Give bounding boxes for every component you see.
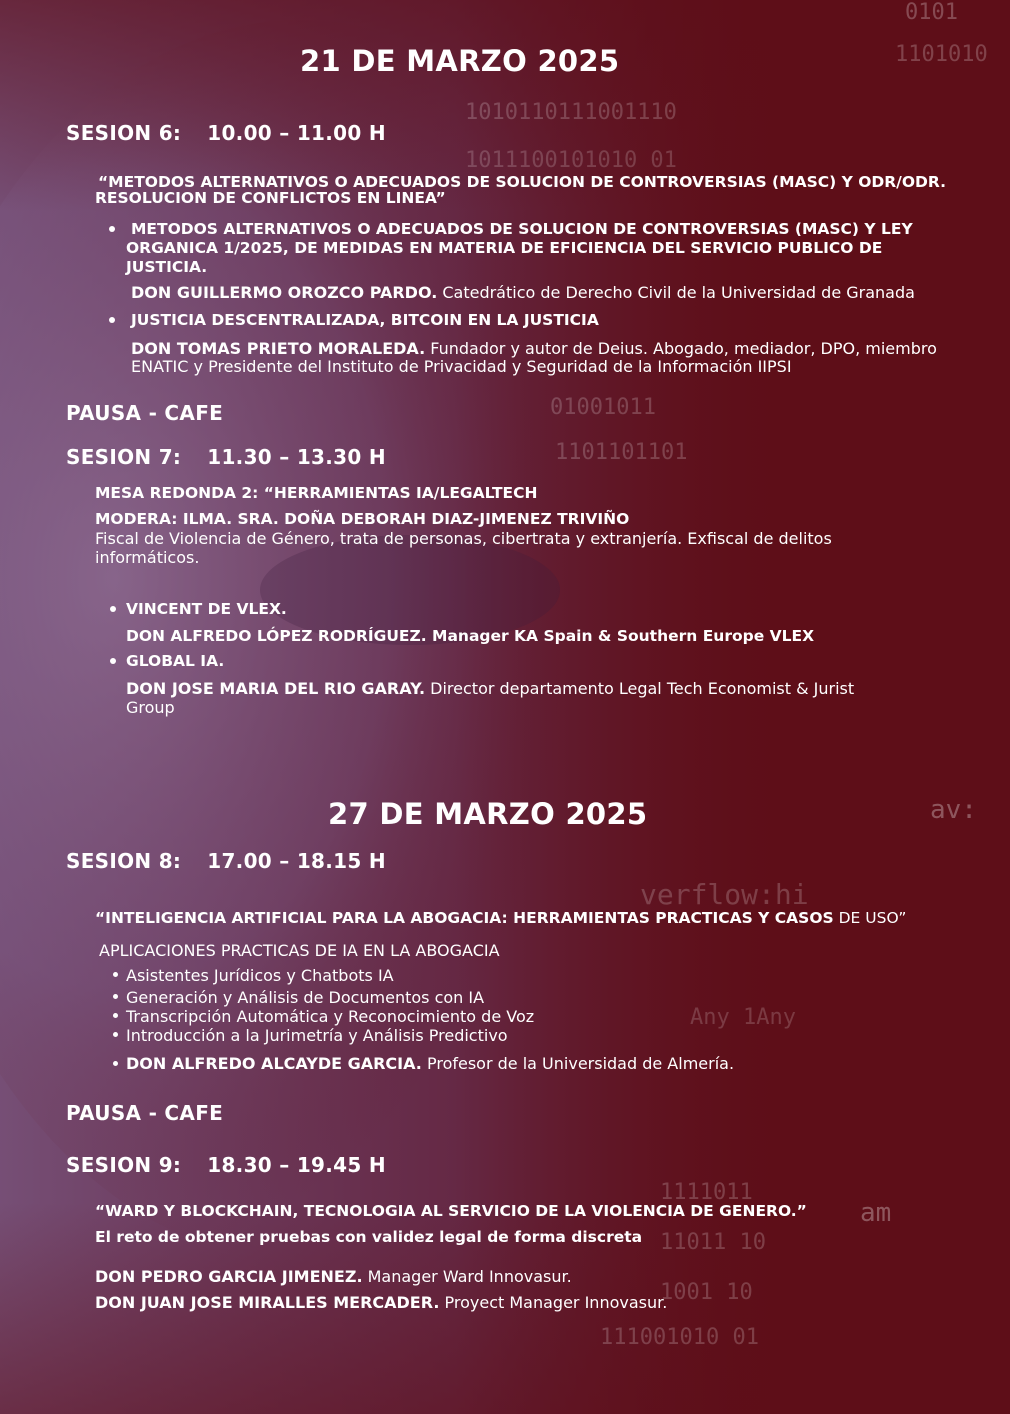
bullet-icon bbox=[113, 1013, 118, 1018]
session7-item2-speaker-role: Director departamento Legal Tech Economist & Jurist bbox=[425, 679, 855, 698]
session9-speaker1 bbox=[95, 1267, 572, 1286]
session7-item1-speaker: DON ALFREDO LÓPEZ RODRÍGUEZ. Manager KA Spain & Southern Europe VLEX bbox=[126, 627, 815, 645]
bullet-icon bbox=[113, 1061, 118, 1066]
session9-speaker2-name: DON JUAN JOSE MIRALLES MERCADER. bbox=[95, 1293, 440, 1312]
day2-date: 27 DE MARZO 2025 bbox=[328, 797, 648, 831]
pause-cafe-2: PAUSA - CAFE bbox=[66, 1101, 224, 1125]
session8-app-4: Introducción a la Jurimetría y Análisis Predictivo bbox=[126, 1026, 508, 1045]
bullet-icon bbox=[109, 317, 115, 323]
session9-speaker1-role: Manager Ward Innovasur. bbox=[362, 1267, 572, 1286]
session7-item2-speaker-role2: Group bbox=[126, 698, 175, 717]
session7-time: 11.30 – 13.30 H bbox=[207, 445, 386, 469]
session6-speaker2-name: DON TOMAS PRIETO MORALEDA. bbox=[131, 339, 426, 358]
session6-speaker2-role: Fundador y autor de Deius. Abogado, mediador, DPO, miembro bbox=[425, 339, 937, 358]
session9-speaker2-role: Proyect Manager Innovasur. bbox=[439, 1293, 668, 1312]
session6-speaker2-role2: ENATIC y Presidente del Instituto de Privacidad y Seguridad de la Información IIPSI bbox=[131, 357, 792, 376]
session6-topic1-line2: ORGANICA 1/2025, DE MEDIDAS EN MATERIA DE EFICIENCIA DEL SERVICIO PUBLICO DE bbox=[126, 239, 883, 257]
session8-speaker bbox=[126, 1054, 734, 1073]
session8-title-bold: “INTELIGENCIA ARTIFICIAL PARA LA ABOGACIA: HERRAMIENTAS PRACTICAS Y CASOS bbox=[95, 909, 834, 927]
session7-label: SESION 7: bbox=[66, 445, 182, 469]
session7-round-table: MESA REDONDA 2: “HERRAMIENTAS IA/LEGALTECH bbox=[95, 484, 538, 502]
bullet-icon bbox=[113, 1032, 118, 1037]
session6-topic2: JUSTICIA DESCENTRALIZADA, BITCOIN EN LA JUSTICIA bbox=[131, 311, 599, 329]
session6-label: SESION 6: bbox=[66, 121, 182, 145]
session8-speaker-name: DON ALFREDO ALCAYDE GARCIA. bbox=[126, 1054, 422, 1073]
session8-time: 17.00 – 18.15 H bbox=[207, 849, 386, 873]
session6-speaker1 bbox=[131, 283, 915, 302]
session7-moderator-role-line2: informáticos. bbox=[95, 548, 200, 567]
session9-time: 18.30 – 19.45 H bbox=[207, 1153, 386, 1177]
session7-item2-speaker bbox=[126, 679, 854, 698]
session7-item1: VINCENT DE VLEX. bbox=[126, 600, 287, 618]
session7-item2-speaker-name: DON JOSE MARIA DEL RIO GARAY. bbox=[126, 679, 426, 698]
session8-label: SESION 8: bbox=[66, 849, 182, 873]
session8-subtitle: APLICACIONES PRACTICAS DE IA EN LA ABOGACIA bbox=[99, 941, 500, 960]
session8-app-2: Generación y Análisis de Documentos con IA bbox=[126, 988, 485, 1007]
day1-date: 21 DE MARZO 2025 bbox=[300, 44, 620, 78]
session6-time: 10.00 – 11.00 H bbox=[207, 121, 386, 145]
session9-label: SESION 9: bbox=[66, 1153, 182, 1177]
session8-title bbox=[95, 910, 906, 927]
bullet-icon bbox=[110, 606, 116, 612]
session9-title: “WARD Y BLOCKCHAIN, TECNOLOGIA AL SERVICIO DE LA VIOLENCIA DE GENERO.” bbox=[95, 1202, 807, 1220]
session8-app-3: Transcripción Automática y Reconocimiento de Voz bbox=[126, 1007, 535, 1026]
session8-title-normal: DE USO” bbox=[833, 909, 907, 927]
session6-speaker1-role: Catedrático de Derecho Civil de la Universidad de Granada bbox=[437, 283, 915, 302]
pause-cafe-1: PAUSA - CAFE bbox=[66, 401, 224, 425]
session9-speaker2 bbox=[95, 1293, 667, 1312]
session6-title-line2: RESOLUCION DE CONFLICTOS EN LINEA” bbox=[95, 189, 446, 207]
bullet-icon bbox=[110, 658, 116, 664]
session6-speaker2 bbox=[131, 339, 937, 358]
session8-speaker-role: Profesor de la Universidad de Almería. bbox=[421, 1054, 735, 1073]
bullet-icon bbox=[113, 994, 118, 999]
session9-subtitle: El reto de obtener pruebas con validez legal de forma discreta bbox=[95, 1228, 643, 1246]
session7-heading bbox=[66, 445, 386, 469]
session6-heading bbox=[66, 121, 386, 145]
session9-speaker1-name: DON PEDRO GARCIA JIMENEZ. bbox=[95, 1267, 363, 1286]
session8-app-1: Asistentes Jurídicos y Chatbots IA bbox=[126, 966, 394, 985]
session7-item2: GLOBAL IA. bbox=[126, 652, 225, 670]
session9-heading bbox=[66, 1153, 386, 1177]
session6-speaker1-name: DON GUILLERMO OROZCO PARDO. bbox=[131, 283, 438, 302]
session6-topic1-line1: METODOS ALTERNATIVOS O ADECUADOS DE SOLUCION DE CONTROVERSIAS (MASC) Y LEY bbox=[131, 220, 913, 238]
bullet-icon bbox=[113, 972, 118, 977]
session7-moderator-role-line1: Fiscal de Violencia de Género, trata de personas, cibertrata y extranjería. Exfiscal de delitos bbox=[95, 529, 832, 548]
bullet-icon bbox=[109, 226, 115, 232]
session7-moderator: MODERA: ILMA. SRA. DOÑA DEBORAH DIAZ-JIMENEZ TRIVIÑO bbox=[95, 510, 630, 528]
session8-heading bbox=[66, 849, 386, 873]
session6-title-line1: “METODOS ALTERNATIVOS O ADECUADOS DE SOLUCION DE CONTROVERSIAS (MASC) Y ODR/ODR. bbox=[98, 173, 946, 191]
session6-topic1-line3: JUSTICIA. bbox=[126, 258, 208, 276]
